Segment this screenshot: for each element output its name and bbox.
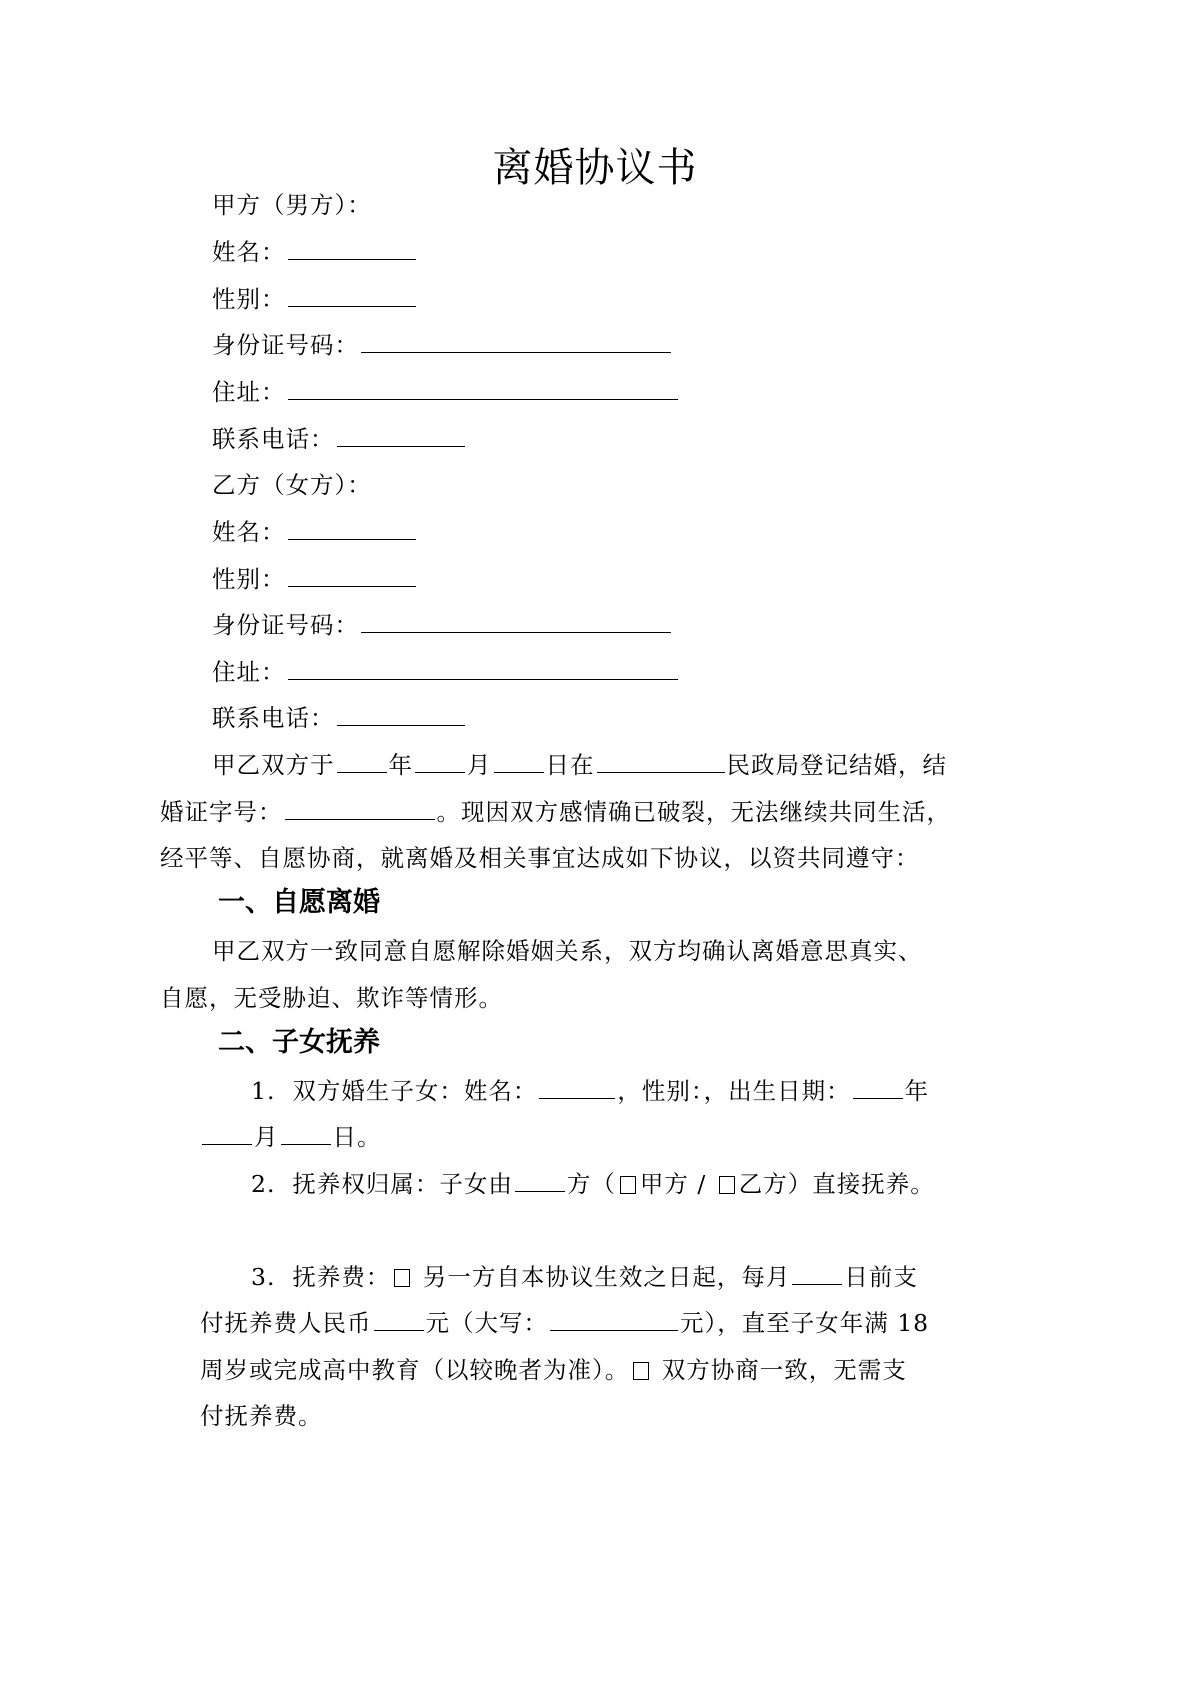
item-text: 月	[254, 1123, 279, 1151]
party-b-gender-field	[212, 564, 418, 594]
field-label: 性别：	[212, 565, 286, 593]
marriage-day-blank[interactable]	[494, 750, 544, 773]
birth-month-blank[interactable]	[202, 1122, 252, 1145]
field-label: 住址：	[212, 658, 286, 686]
party-a-phone-blank[interactable]	[337, 424, 465, 447]
checkbox-party-b[interactable]	[719, 1176, 735, 1194]
item-3-line-1	[251, 1262, 918, 1292]
intro-text: 甲乙双方于	[212, 751, 335, 779]
certificate-number-blank[interactable]	[285, 797, 435, 820]
party-a-id-field	[212, 330, 673, 360]
marriage-month-blank[interactable]	[415, 750, 465, 773]
item-number: 2.	[251, 1170, 276, 1198]
item-3-line-4: 付抚养费。	[200, 1402, 323, 1430]
intro-text: 婚证字号：	[160, 798, 283, 826]
party-a-phone-field	[212, 424, 467, 454]
item-1-line-1	[251, 1076, 929, 1106]
intro-text: 月	[467, 751, 492, 779]
party-b-gender-blank[interactable]	[288, 564, 416, 587]
item-text: 日。	[332, 1123, 382, 1151]
section-2-heading: 二、子女抚养	[218, 1027, 380, 1058]
document-title: 离婚协议书	[492, 145, 698, 191]
intro-text: 日在	[545, 751, 595, 779]
party-a-id-blank[interactable]	[361, 330, 671, 353]
section-1-line-2: 自愿，无受胁迫、欺诈等情形。	[160, 984, 503, 1012]
field-label: 身份证号码：	[212, 331, 359, 359]
party-b-name-blank[interactable]	[288, 517, 416, 540]
item-text: 方（	[566, 1170, 616, 1198]
party-b-name-field	[212, 517, 418, 547]
option-label: 乙方）直接抚养。	[738, 1170, 935, 1198]
field-label: 联系电话：	[212, 704, 335, 732]
section-1-line-1: 甲乙双方一致同意自愿解除婚姻关系，双方均确认离婚意思真实、	[212, 937, 923, 965]
birth-year-blank[interactable]	[853, 1076, 903, 1099]
custody-party-blank[interactable]	[515, 1169, 565, 1192]
separator: /	[688, 1170, 715, 1198]
field-label: 姓名：	[212, 518, 286, 546]
section-1-heading: 一、自愿离婚	[218, 887, 380, 918]
intro-line-3: 经平等、自愿协商，就离婚及相关事宜达成如下协议，以资共同遵守：	[160, 844, 920, 872]
party-a-address-field	[212, 377, 680, 407]
party-b-address-blank[interactable]	[288, 657, 678, 680]
item-text: 元），直至子女年满 18	[680, 1309, 930, 1337]
party-b-id-field	[212, 610, 673, 640]
option-label: 甲方	[639, 1170, 689, 1198]
item-3-line-3	[200, 1355, 907, 1385]
item-text: 周岁或完成高中教育（以较晚者为准）。	[200, 1356, 630, 1384]
intro-text: 民政局登记结婚，结	[726, 751, 947, 779]
field-label: 性别：	[212, 285, 286, 313]
party-a-name-blank[interactable]	[288, 237, 416, 260]
party-a-name-field	[212, 237, 418, 267]
party-b-phone-blank[interactable]	[337, 703, 465, 726]
marriage-year-blank[interactable]	[337, 750, 387, 773]
party-b-address-field	[212, 657, 680, 687]
item-1-line-2	[200, 1122, 382, 1152]
checkbox-no-support[interactable]	[633, 1362, 649, 1380]
item-text: 另一方自本协议生效之日起，每月	[422, 1263, 791, 1291]
party-b-phone-field	[212, 703, 467, 733]
intro-text: 年	[388, 751, 413, 779]
field-label: 姓名：	[212, 238, 286, 266]
party-b-header: 乙方（女方）：	[212, 471, 372, 499]
birth-day-blank[interactable]	[281, 1122, 331, 1145]
item-text: 年	[904, 1077, 930, 1105]
party-a-gender-blank[interactable]	[288, 284, 416, 307]
party-b-id-blank[interactable]	[361, 610, 671, 633]
bureau-blank[interactable]	[597, 750, 725, 773]
field-label: 联系电话：	[212, 425, 335, 453]
item-2-line-1	[251, 1169, 935, 1199]
child-name-blank[interactable]	[539, 1076, 615, 1099]
party-a-gender-field	[212, 284, 418, 314]
item-text: 抚养权归属：子女由	[292, 1170, 513, 1198]
item-text: 双方协商一致，无需支	[661, 1356, 907, 1384]
checkbox-support-pay[interactable]	[394, 1269, 410, 1287]
intro-text: 。现因双方感情确已破裂，无法继续共同生活，	[436, 798, 951, 826]
checkbox-party-a[interactable]	[620, 1176, 636, 1194]
item-3-line-2	[200, 1308, 929, 1338]
item-number: 1.	[251, 1077, 276, 1105]
item-text: ，性别：，出生日期：	[617, 1077, 851, 1105]
item-text: 付抚养费人民币	[200, 1309, 372, 1337]
item-text: 抚养费：	[292, 1263, 391, 1291]
intro-line-1	[212, 750, 947, 780]
party-a-header: 甲方（男方）：	[212, 191, 372, 219]
payment-day-blank[interactable]	[792, 1262, 842, 1285]
item-text: 日前支	[844, 1263, 918, 1291]
amount-blank[interactable]	[374, 1308, 424, 1331]
party-a-address-blank[interactable]	[288, 377, 678, 400]
item-text: 双方婚生子女：姓名：	[292, 1077, 538, 1105]
item-number: 3.	[251, 1263, 276, 1291]
intro-line-2	[160, 797, 951, 827]
field-label: 身份证号码：	[212, 611, 359, 639]
amount-in-words-blank[interactable]	[550, 1308, 678, 1331]
field-label: 住址：	[212, 378, 286, 406]
item-text: 元（大写：	[425, 1309, 548, 1337]
